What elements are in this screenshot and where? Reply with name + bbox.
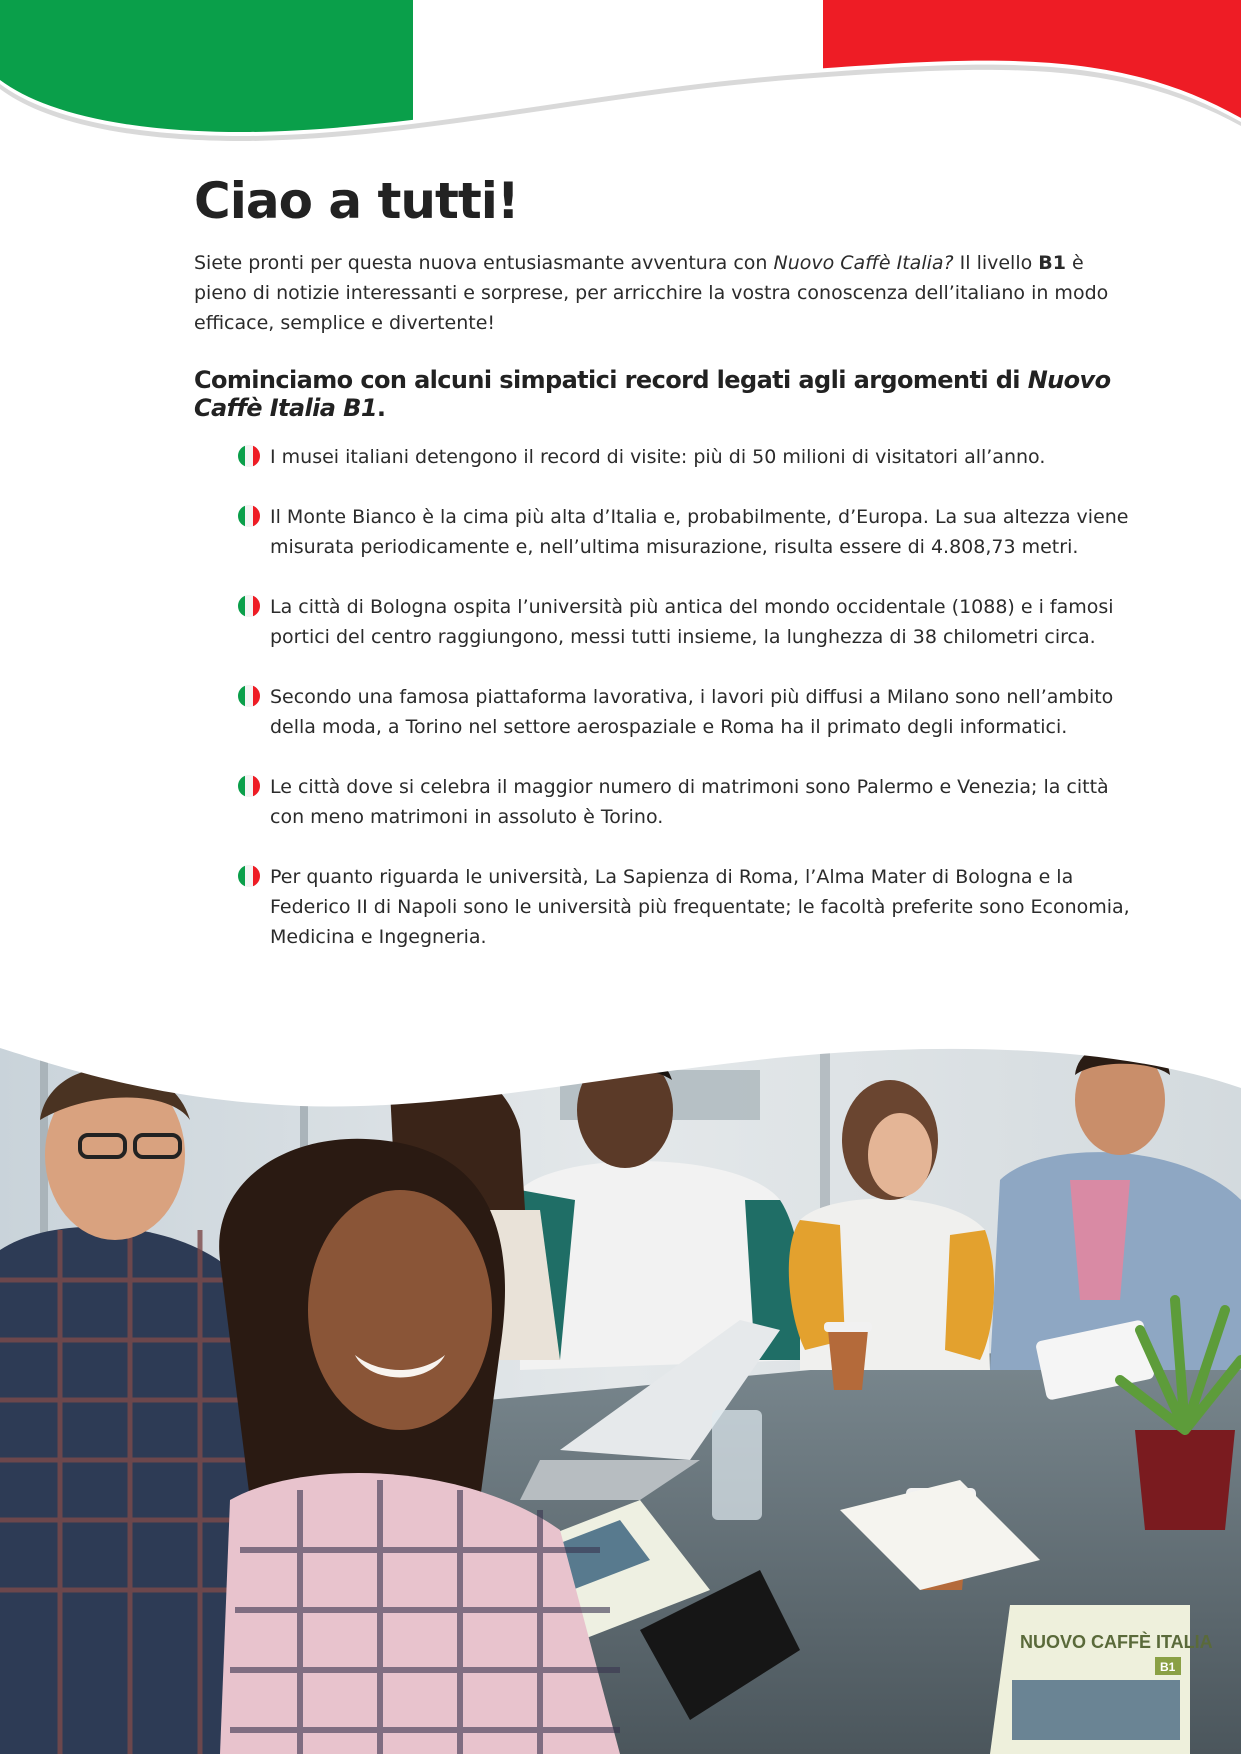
records-list bbox=[194, 442, 1134, 952]
record-text: Le città dove si celebra il maggior numero di matrimoni sono Palermo e Venezia; la città con meno matrimoni in assoluto è Torino. bbox=[270, 776, 1109, 828]
subtitle-period: . bbox=[376, 394, 386, 422]
record-text: Per quanto riguarda le università, La Sapienza di Roma, l’Alma Mater di Bologna e la Federico II di Napoli sono le università più frequentate; le facoltà preferite sono Economia, Medicina e Ingegneria. bbox=[270, 866, 1130, 948]
italian-flag-icon bbox=[238, 595, 260, 617]
book-cover-level: B1 bbox=[1160, 1660, 1176, 1674]
intro-paragraph bbox=[194, 248, 1134, 338]
record-text: Secondo una famosa piattaforma lavorativa, i lavori più diffusi a Milano sono nell’ambito della moda, a Torino nel settore aerospaziale e Roma ha il primato degli informatici. bbox=[270, 686, 1114, 738]
list-item bbox=[238, 862, 1134, 952]
list-item bbox=[238, 682, 1134, 742]
students-photo bbox=[0, 1030, 1241, 1754]
subtitle-text: Cominciamo con alcuni simpatici record legati agli argomenti di bbox=[194, 366, 1028, 394]
intro-text-end: è pieno di notizie interessanti e sorprese, per arricchire la vostra conoscenza dell’italiano in modo efficace, semplice e divertente! bbox=[194, 252, 1109, 334]
list-item bbox=[238, 772, 1134, 832]
book-cover bbox=[990, 1605, 1213, 1754]
record-text: Il Monte Bianco è la cima più alta d’Italia e, probabilmente, d’Europa. La sua altezza viene misurata periodicamente e, nell’ultima misurazione, risulta essere di 4.808,73 metri. bbox=[270, 506, 1129, 558]
italian-flag-icon bbox=[238, 865, 260, 887]
record-text: La città di Bologna ospita l’università più antica del mondo occidentale (1088) e i famosi portici del centro raggiungono, messi tutti insieme, la lunghezza di 38 chilometri circa. bbox=[270, 596, 1114, 648]
intro-book-title: Nuovo Caffè Italia? bbox=[773, 252, 954, 274]
main-content bbox=[194, 160, 1134, 982]
italian-flag-icon bbox=[238, 445, 260, 467]
record-text: I musei italiani detengono il record di visite: più di 50 milioni di visitatori all’anno. bbox=[270, 446, 1046, 468]
italian-flag-icon bbox=[238, 685, 260, 707]
intro-text-middle: Il livello bbox=[953, 252, 1039, 274]
book-cover-title: NUOVO CAFFÈ ITALIA bbox=[1020, 1632, 1213, 1652]
list-item bbox=[238, 442, 1134, 472]
water-glass bbox=[712, 1410, 762, 1520]
italian-flag-icon bbox=[238, 775, 260, 797]
intro-level: B1 bbox=[1038, 252, 1066, 274]
intro-text-start: Siete pronti per questa nuova entusiasmante avventura con bbox=[194, 252, 774, 274]
list-item bbox=[238, 502, 1134, 562]
italian-flag-banner bbox=[0, 0, 1241, 160]
section-subtitle bbox=[194, 366, 1134, 422]
page-title: Ciao a tutti! bbox=[194, 172, 519, 230]
italian-flag-icon bbox=[238, 505, 260, 527]
subtitle-book-title: Nuovo Caffè Italia B1 bbox=[194, 366, 1111, 422]
list-item bbox=[238, 592, 1134, 652]
